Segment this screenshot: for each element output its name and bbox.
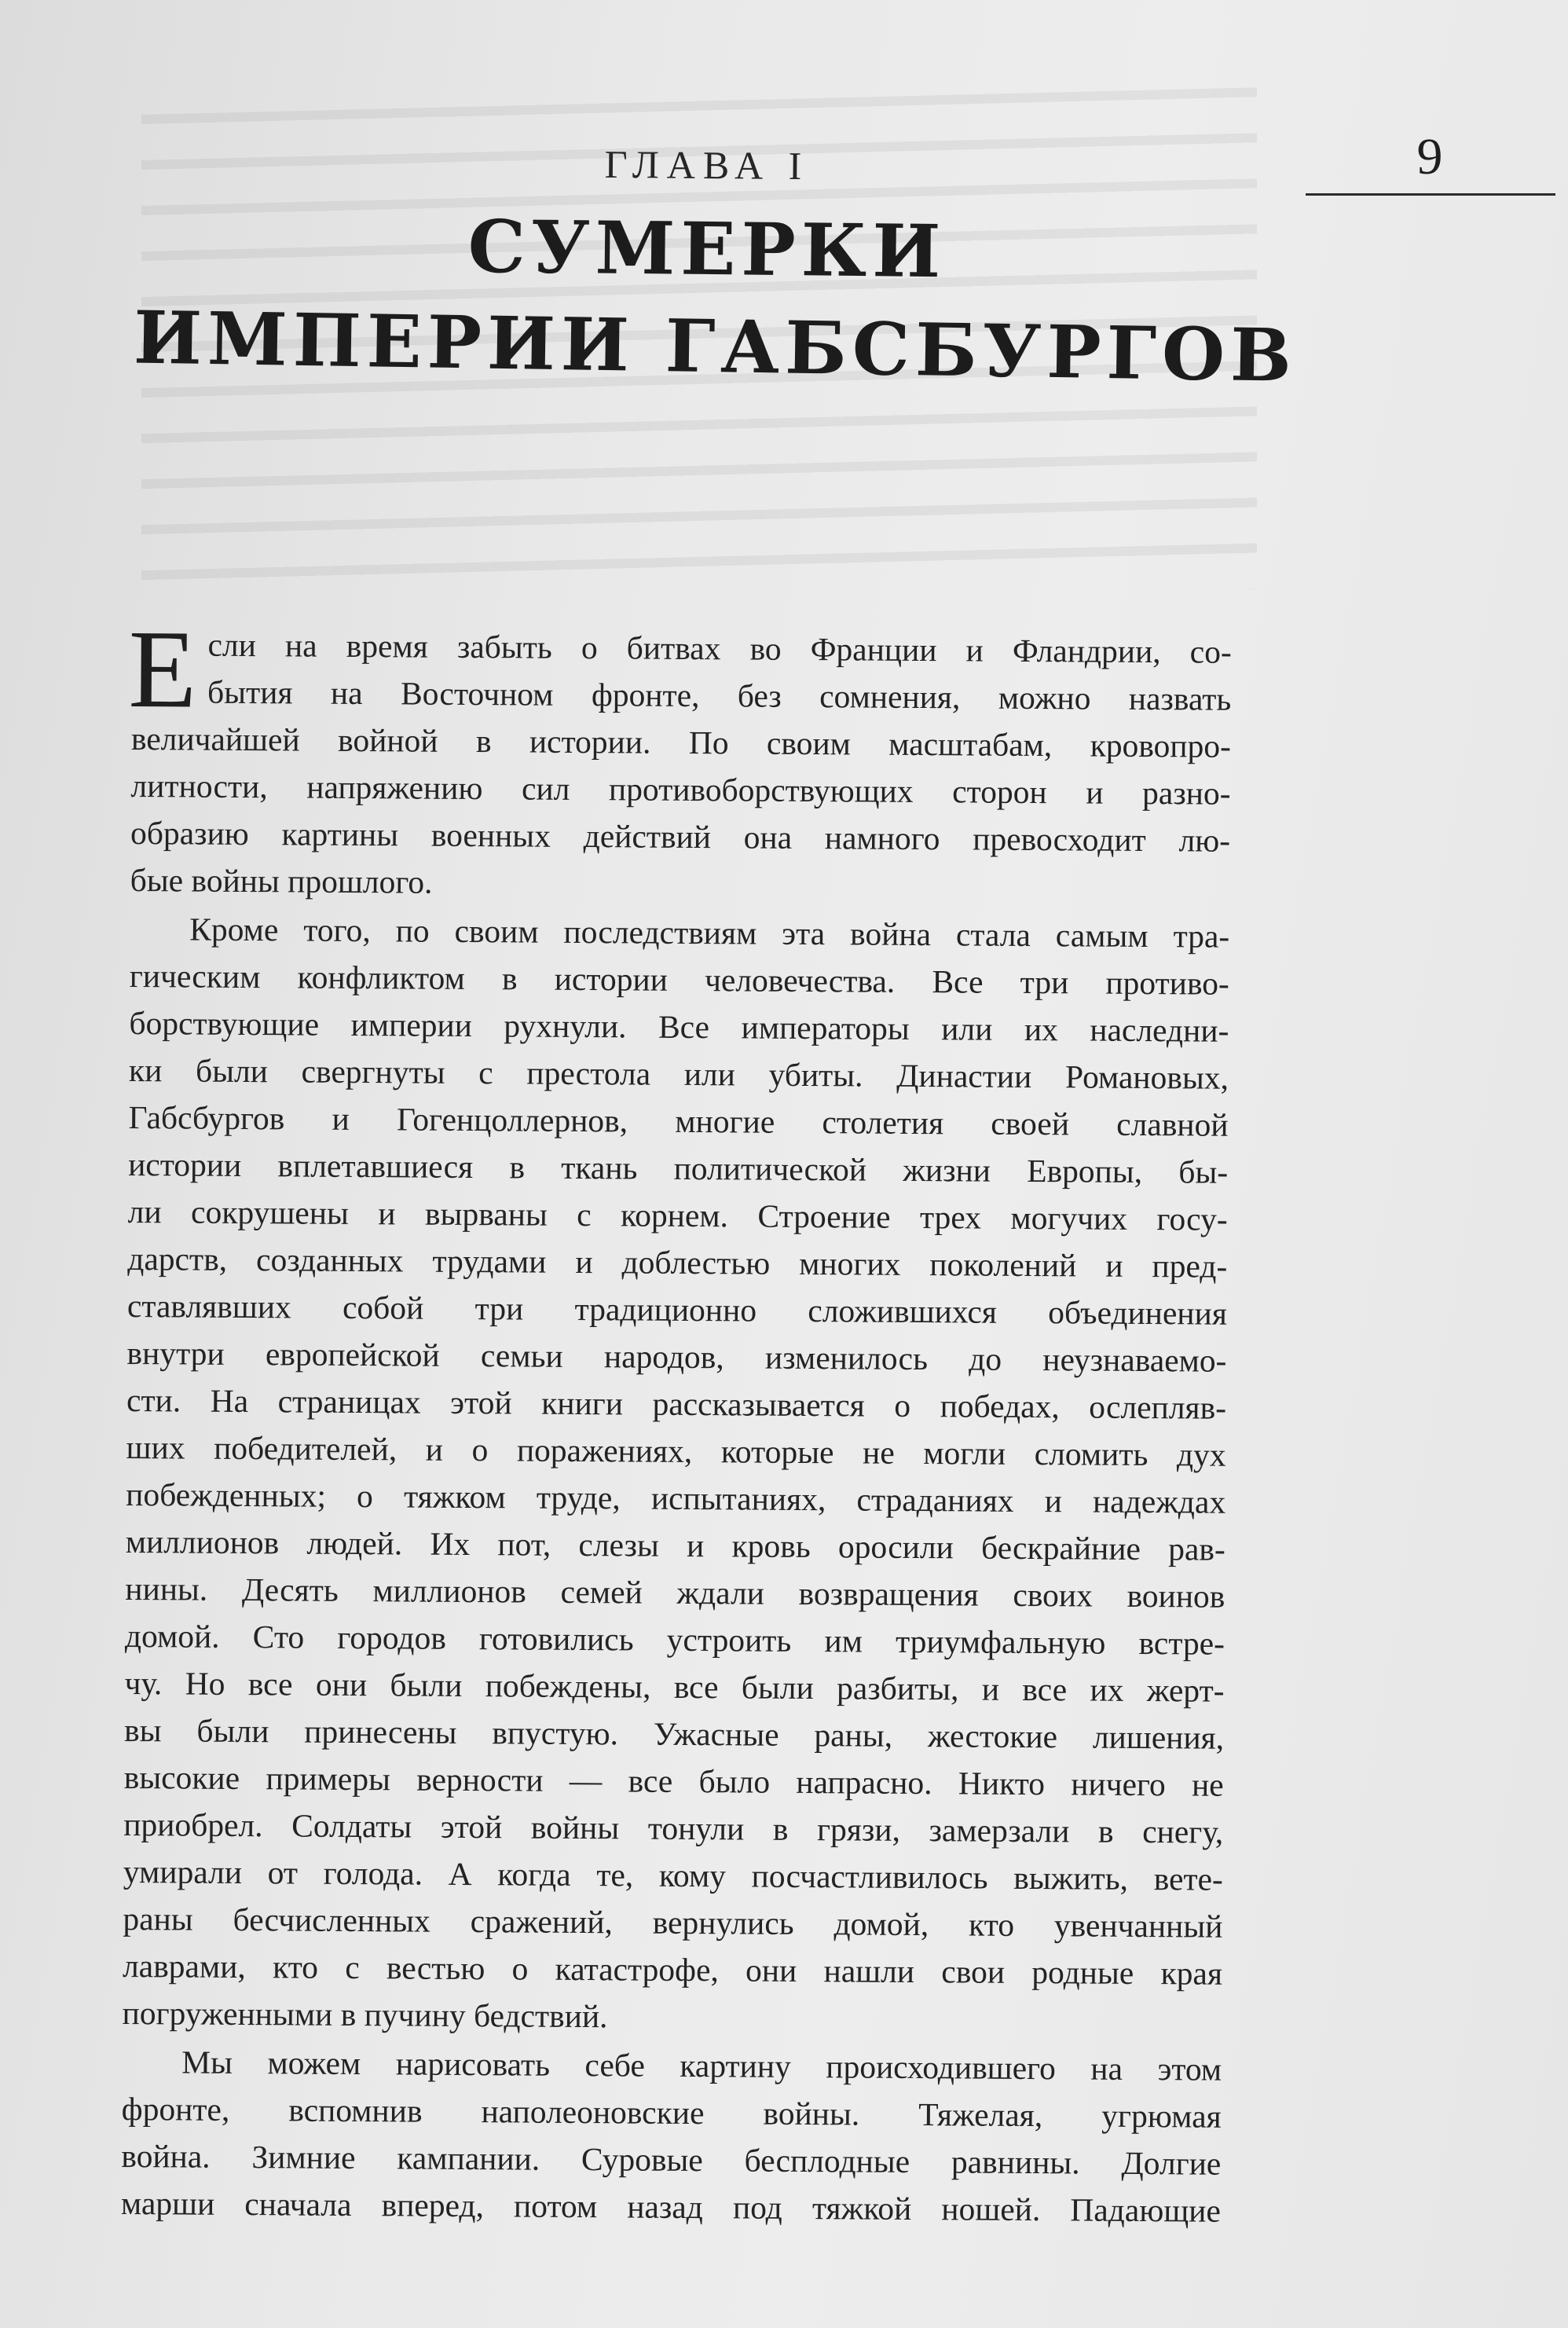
text-line: нины. Десять миллионов семей ждали возвращения своих воинов	[125, 1570, 1225, 1615]
text-line: миллионов людей. Их пот, слезы и кровь оросили бескрайние рав-	[125, 1523, 1225, 1567]
text-line: лаврами, кто с вестью о катастрофе, они нашли свои родные края	[122, 1947, 1223, 1992]
text-line: величайшей войной в истории. По своим масштабам, кровопро-	[130, 720, 1232, 764]
text-line: внутри европейской семьи народов, изменилось до неузнаваемо-	[126, 1334, 1227, 1379]
chapter-title-line-1: СУМЕРКИ	[467, 203, 947, 295]
paragraph-1	[128, 606, 1232, 911]
text-line: истории вплетавшиеся в ткань политической жизни Европы, бы-	[128, 1146, 1229, 1190]
text-line: Мы можем нарисовать себе картину происходившего на этом	[181, 2044, 1222, 2088]
text-line: фронте, вспомнив наполеоновские войны. Тяжелая, угрюмая	[121, 2090, 1222, 2135]
paragraph-3-lines	[121, 2038, 1222, 2235]
text-line: домой. Сто городов готовились устроить им триумфальную встре-	[124, 1617, 1225, 1662]
text-line: бые войны прошлого.	[130, 861, 433, 900]
body-text	[120, 606, 1232, 2235]
text-line: сти. На страницах этой книги рассказывается о победах, ослепляв-	[126, 1381, 1227, 1426]
text-line: Габсбургов и Гогенцоллернов, многие столетия своей славной	[128, 1098, 1229, 1143]
text-line: ли сокрушены и вырваны с корнем. Строение трех могучих госу-	[127, 1193, 1228, 1237]
paragraph-3	[121, 2038, 1222, 2235]
text-line: борствующие империи рухнули. Все императоры или их наследни-	[129, 1004, 1229, 1049]
text-line: гическим конфликтом в истории человечества. Все три противо-	[129, 957, 1229, 1002]
text-line: дарств, созданных трудами и доблестью многих поколений и пред-	[127, 1240, 1228, 1285]
text-line: высокие примеры верности — все было напрасно. Никто ничего не	[123, 1758, 1224, 1803]
text-line: ших победителей, и о поражениях, которые не могли сломить дух	[126, 1428, 1226, 1473]
text-line: бытия на Восточном фронте, без сомнения, можно назвать	[207, 673, 1232, 717]
text-line: приобрел. Солдаты этой войны тонули в грязи, замерзали в снегу,	[123, 1806, 1224, 1850]
paragraph-1-lines	[128, 606, 1232, 911]
chapter-header	[133, 141, 1298, 398]
text-line: ки были свергнуты с престола или убиты. Династии Романовых,	[128, 1051, 1229, 1096]
text-line: марши сначала вперед, потом назад под тяжкой ношей. Падающие	[120, 2184, 1222, 2229]
text-line: умирали от голода. А когда те, кому посчастливилось выжить, вете-	[123, 1853, 1224, 1897]
page-number-rule	[1306, 193, 1555, 196]
text-line: образию картины военных действий она намного превосходит лю-	[130, 814, 1231, 859]
chapter-title-line-2: ИМПЕРИИ ГАБСБУРГОВ	[133, 295, 1298, 398]
text-line: ставлявших собой три традиционно сложившихся объединения	[126, 1287, 1228, 1332]
page-number: 9	[1416, 128, 1443, 185]
text-line: раны бесчисленных сражений, вернулись домой, кто увенчанный	[123, 1900, 1223, 1945]
paragraph-2	[122, 905, 1229, 2044]
text-line: сли на время забыть о битвах во Франции и Фландрии, со-	[207, 626, 1232, 670]
drop-cap: Е	[128, 606, 197, 731]
text-line: погруженными в пучину бедствий.	[122, 1994, 608, 2035]
text-line: литности, напряжению сил противоборствующих сторон и разно-	[130, 767, 1231, 812]
text-line: вы были принесены впустую. Ужасные раны, жестокие лишения,	[123, 1711, 1225, 1756]
text-line: чу. Но все они были побеждены, все были разбиты, и все их жерт-	[124, 1664, 1225, 1709]
text-line: побежденных; о тяжком труде, испытаниях, страданиях и надеждах	[126, 1476, 1226, 1520]
text-line: война. Зимние кампании. Суровые бесплодные равнины. Долгие	[121, 2137, 1222, 2182]
chapter-label: ГЛАВА I	[604, 141, 810, 189]
paragraph-2-lines	[122, 905, 1229, 2044]
text-line: Кроме того, по своим последствиям эта война стала самым тра-	[189, 911, 1230, 955]
